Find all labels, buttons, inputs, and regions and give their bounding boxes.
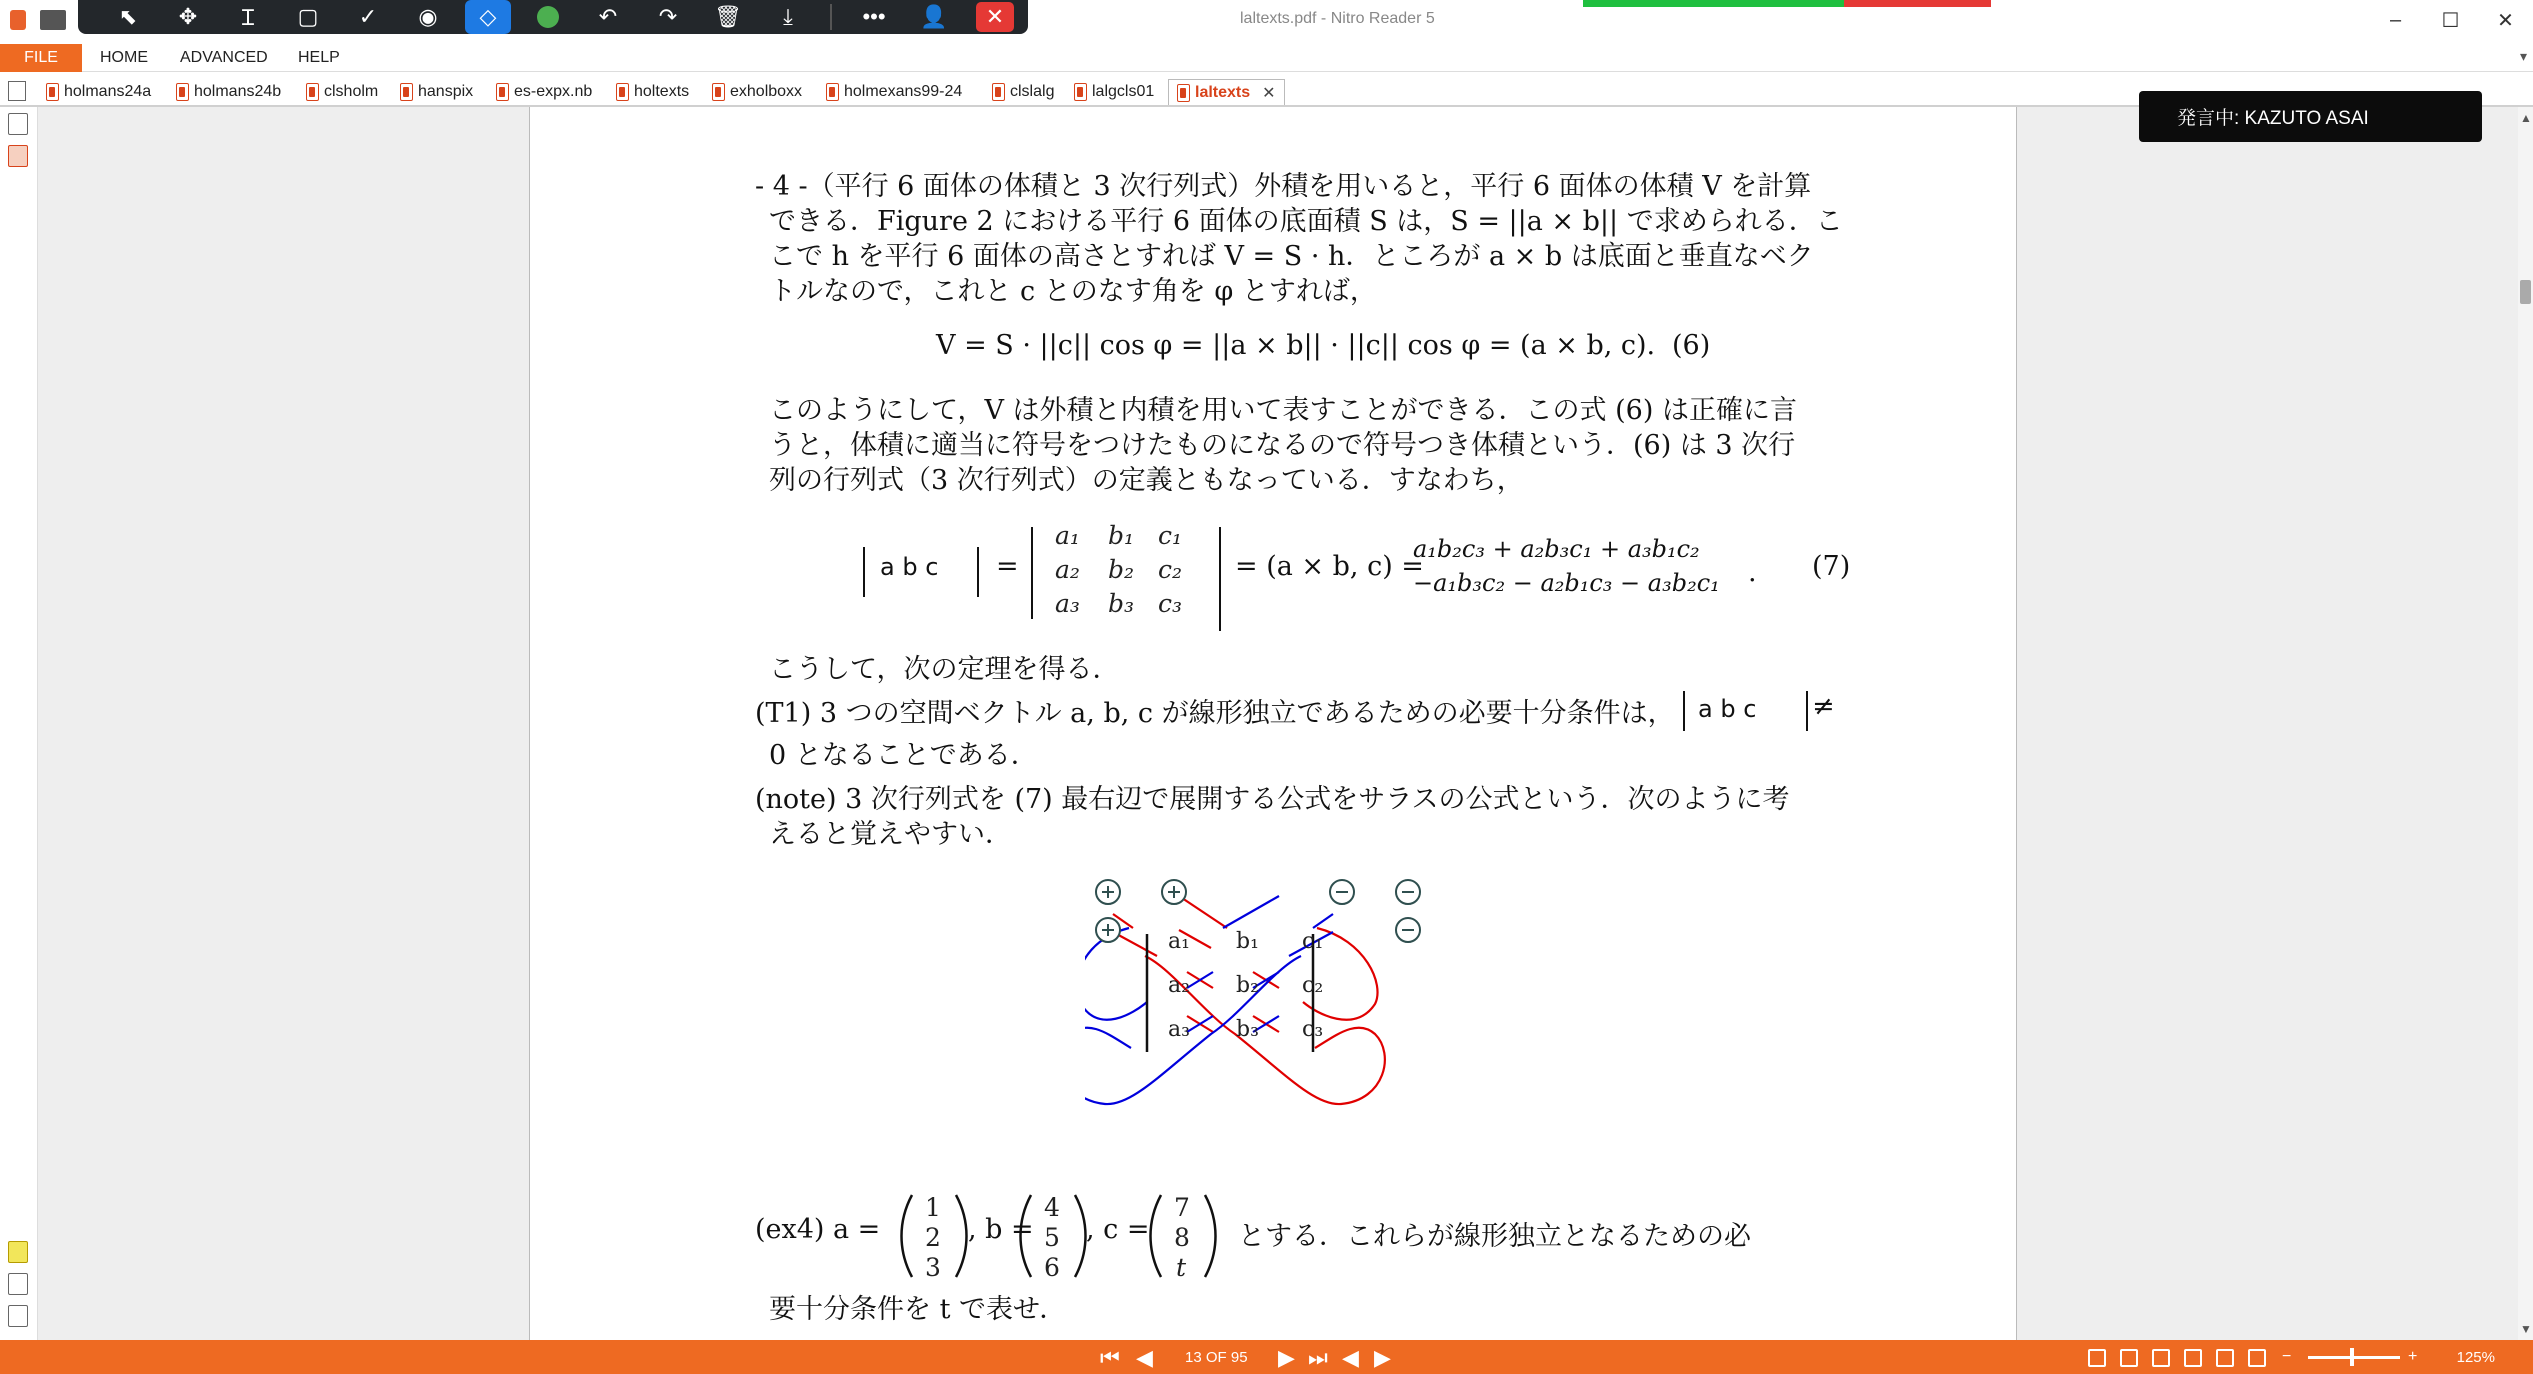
bookmarks-panel-icon[interactable] [8,145,28,167]
scroll-up-icon[interactable]: ▲ [2520,111,2532,125]
matrix-a2: a₂ [1055,555,1080,584]
vector-b-3: 6 [1044,1253,1060,1282]
facing-continuous-view-icon[interactable] [2184,1349,2202,1367]
fig-b3: b₃ [1236,1017,1259,1042]
theorem-t1-line-2: 0 となることである． [769,740,1038,771]
theorem-t1-line-1: (T1) 3 つの空間ベクトル a, b, c が線形独立であるための必要十分条件は， [755,698,1675,729]
tab-laltexts[interactable]: laltexts ✕ [1168,79,1285,105]
equation-7-lhs-det: a b c [880,553,939,581]
minimize-button[interactable]: – [2389,8,2402,31]
download-icon[interactable]: ⤓ [783,4,793,29]
tab-es-expx[interactable]: es-expx.nb [496,79,592,105]
continuous-view-icon[interactable] [2120,1349,2138,1367]
sarrus-figure [1085,874,1445,1164]
fig-b2: b₂ [1236,973,1259,998]
stamp-icon[interactable]: ◉ [418,4,438,29]
equation-6-number: (6) [1672,330,1711,361]
tab-holmans24b[interactable]: holmans24b [176,79,281,105]
back-view-icon[interactable]: ◀ [1342,1345,1359,1370]
paragraph-1-line-2: できる．Figure 2 における平行 6 面体の底面積 S は，S = ||a × b|| で求められる．こ [769,206,1843,237]
advanced-menu[interactable]: ADVANCED [180,49,268,66]
nitro-app-icon[interactable] [10,10,26,30]
paragraph-3: こうして，次の定理を得る． [769,654,1120,685]
scrollbar-thumb[interactable] [2520,280,2531,304]
close-toolbar-button[interactable]: ✕ [976,2,1014,32]
matrix-a1: a₁ [1055,521,1080,550]
equation-6: V = S · ||c|| cos φ = ||a × b|| · ||c|| cos φ = (a × b, c). [936,330,1656,361]
fig-a2: a₂ [1168,973,1190,998]
equation-7-period: . [1748,557,1757,588]
page-indicator[interactable]: 13 OF 95 [1185,1349,1248,1366]
tab-holmexans99-24[interactable]: holmexans99-24 [826,79,962,105]
fig-a1: a₁ [1168,929,1190,954]
more-icon[interactable]: ••• [862,4,886,29]
zoom-in-button[interactable]: + [2408,1348,2418,1365]
fig-c1: c₁ [1302,929,1324,954]
equals-sign: = [996,551,1019,582]
help-menu[interactable]: HELP [298,49,340,66]
zoom-slider-handle[interactable] [2350,1348,2354,1366]
page-view-icon[interactable] [8,81,26,101]
fig-c2: c₂ [1302,973,1324,998]
fit-page-icon[interactable] [2248,1349,2266,1367]
pages-panel-icon[interactable] [8,113,28,135]
equation-7-middle: = (a × b, c) = [1235,551,1424,582]
facing-view-icon[interactable] [2152,1349,2170,1367]
vector-c-2: 8 [1174,1223,1190,1252]
tab-hanspix[interactable]: hanspix [400,79,473,105]
attachments-panel-icon[interactable] [8,1273,28,1295]
annotation-toolbar [78,0,1028,34]
ex4-b-label: , b = [968,1214,1034,1245]
paragraph-2-line-2: うと，体積に適当に符号をつけたものになるので符号つき体積という．(6) は 3 次行 [769,430,1796,461]
document-view[interactable] [38,107,2518,1340]
speaker-indicator: 発言中: KAZUTO ASAI [2139,91,2482,142]
ribbon-menu [0,44,2533,72]
note-line-1: (note) 3 次行列式を (7) 最右辺で展開する公式をサラスの公式という．次のように考 [755,784,1790,815]
text-cursor-icon[interactable]: Ɪ [241,5,255,30]
pan-icon[interactable]: ✥ [178,4,198,29]
rectangle-icon[interactable]: ▢ [297,4,319,29]
ex4-a-label: a = [833,1214,881,1245]
close-tab-icon[interactable]: ✕ [1262,84,1276,102]
previous-page-icon[interactable]: ◀ [1136,1345,1153,1370]
comments-panel-icon[interactable] [8,1241,28,1263]
tab-clsholm[interactable]: clsholm [306,79,378,105]
zoom-slider-track[interactable] [2308,1356,2400,1359]
matrix-b1: b₁ [1108,521,1135,550]
note-line-2: えると覚えやすい． [769,819,1012,850]
zoom-level[interactable]: 125% [2456,1349,2495,1366]
theorem-det: a b c [1698,695,1757,723]
window-accent-strip [1583,0,1991,7]
tab-holmans24a[interactable]: holmans24a [46,79,151,105]
trash-icon[interactable]: 🗑 [714,4,742,29]
open-folder-icon[interactable] [40,10,66,30]
tab-exholboxx[interactable]: exholboxx [712,79,802,105]
paragraph-1-line-3: こで h を平行 6 面体の高さとすれば V = S · h．ところが a × b は底面と垂直なベク [769,241,1814,272]
close-window-button[interactable]: ✕ [2497,9,2514,32]
vertical-scrollbar[interactable] [2518,107,2533,1340]
zoom-out-button[interactable]: − [2282,1348,2292,1365]
next-page-icon[interactable]: ▶ [1278,1345,1295,1370]
tab-holtexts[interactable]: holtexts [616,79,689,105]
equation-7-row-2: −a₁b₃c₂ − a₂b₁c₃ − a₃b₂c₁ [1413,569,1720,597]
color-picker-button[interactable] [518,0,578,34]
fig-c3: c₃ [1302,1017,1324,1042]
single-page-view-icon[interactable] [2088,1349,2106,1367]
ex4-tail: とする．これらが線形独立となるための必 [1238,1221,1751,1252]
vector-a-2: 2 [925,1223,941,1252]
paragraph-1-line-1: - 4 -（平行 6 面体の体積と 3 次行列式）外積を用いると，平行 6 面体の体積 V を計算 [755,171,1812,202]
left-sidebar [0,107,38,1340]
home-menu[interactable]: HOME [100,49,148,66]
pdf-page [529,107,2017,1340]
vector-c-1: 7 [1174,1193,1190,1222]
undo-icon[interactable]: ↶ [598,4,618,29]
user-icon[interactable]: 👤 [920,4,948,29]
matrix-b2: b₂ [1108,555,1135,584]
maximize-button[interactable]: ☐ [2441,9,2460,32]
equation-7-number: (7) [1812,551,1851,582]
vector-b-1: 4 [1044,1193,1060,1222]
select-arrow-icon[interactable]: ⬉ [118,4,138,29]
ex4-label: (ex4) [755,1214,825,1245]
matrix-b3: b₃ [1108,589,1135,618]
output-panel-icon[interactable] [8,1305,28,1327]
eraser-icon[interactable]: ◇ [465,0,511,34]
theorem-neq: ≠ [1812,691,1835,722]
first-page-icon[interactable]: ⏮ [1100,1345,1120,1370]
tab-lalgcls01[interactable]: lalgcls01 [1074,79,1154,105]
checkmark-icon[interactable]: ✓ [358,4,378,29]
forward-view-icon[interactable]: ▶ [1374,1345,1391,1370]
matrix-c2: c₂ [1158,555,1183,584]
ex4-line-2: 要十分条件を t で表せ． [769,1294,1067,1325]
equation-7-row-1: a₁b₂c₃ + a₂b₃c₁ + a₃b₁c₂ [1413,535,1700,563]
matrix-a3: a₃ [1055,589,1080,618]
ex4-c-label: , c = [1086,1214,1150,1245]
redo-icon[interactable]: ↷ [658,4,678,29]
paragraph-2-line-1: このようにして，V は外積と内積を用いて表すことができる．この式 (6) は正確に言 [769,395,1797,426]
vector-a-3: 3 [925,1253,941,1282]
paragraph-2-line-3: 列の行列式（3 次行列式）の定義ともなっている．すなわち， [769,465,1524,496]
vector-c-3: t [1176,1253,1187,1282]
status-bar [0,1340,2533,1374]
paragraph-1-line-4: トルなので，これと c とのなす角を φ とすれば， [769,276,1377,307]
matrix-right-bar [1210,527,1230,631]
matrix-c1: c₁ [1158,521,1183,550]
vector-b-2: 5 [1044,1223,1060,1252]
scroll-down-icon[interactable]: ▼ [2520,1322,2532,1336]
file-menu[interactable]: FILE [0,44,82,72]
fig-b1: b₁ [1236,929,1259,954]
matrix-c3: c₃ [1158,589,1183,618]
collapse-ribbon-icon[interactable]: ▾ [2519,48,2527,64]
last-page-icon[interactable]: ⏭ [1308,1345,1328,1370]
vector-a-1: 1 [925,1193,941,1222]
fig-a3: a₃ [1168,1017,1190,1042]
fit-width-icon[interactable] [2216,1349,2234,1367]
tab-clslalg[interactable]: clslalg [992,79,1054,105]
window-title: laltexts.pdf - Nitro Reader 5 [1240,10,1435,27]
